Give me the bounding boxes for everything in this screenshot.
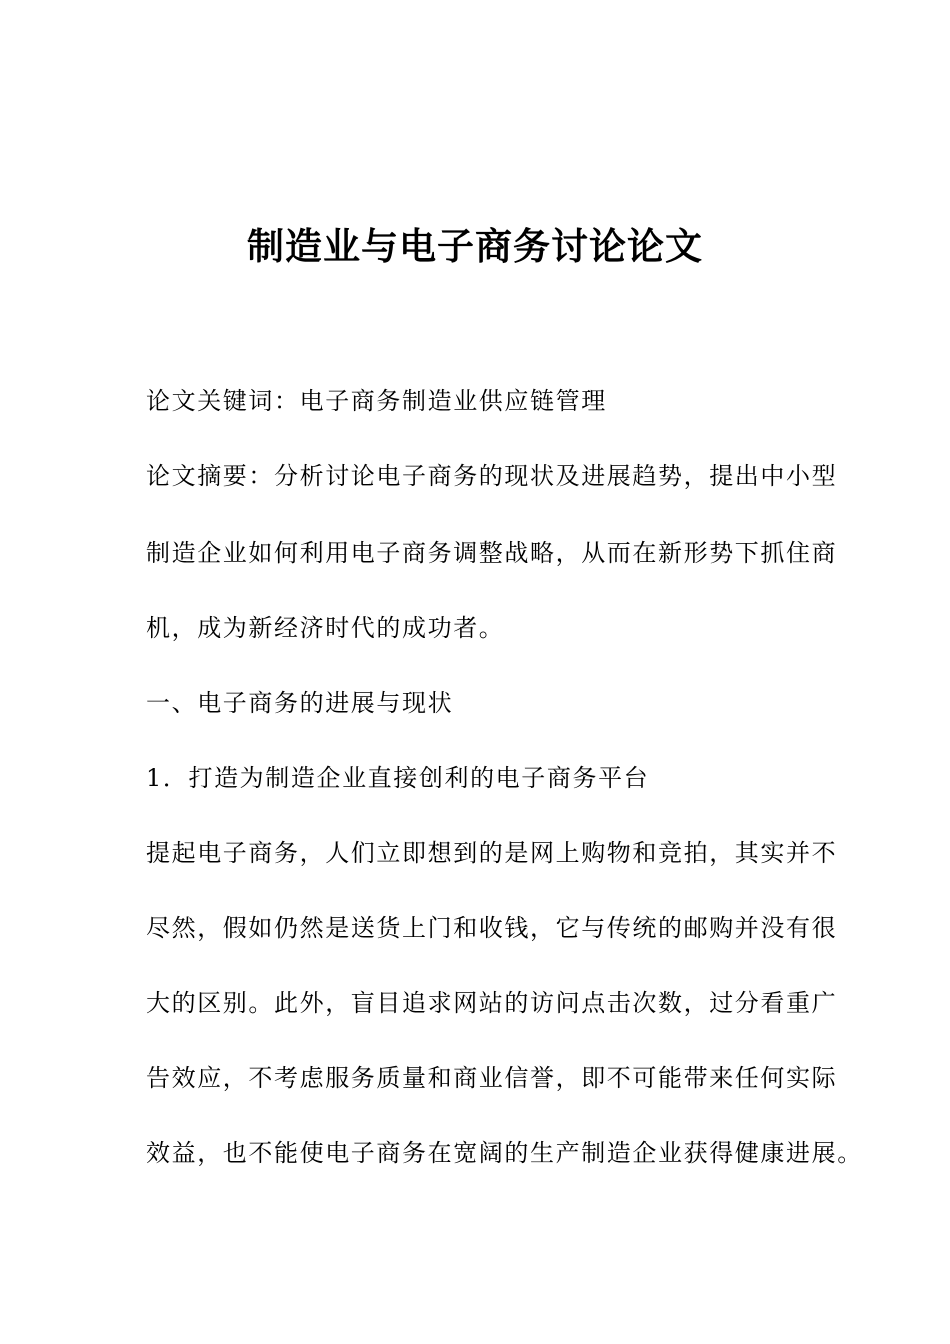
document-title: 制造业与电子商务讨论论文 bbox=[247, 225, 703, 268]
abstract-line: 制造企业如何利用电子商务调整战略，从而在新形势下抓住商 bbox=[146, 539, 838, 567]
body-text-line: 效益，也不能使电子商务在宽阔的生产制造企业获得健康进展。 bbox=[146, 1139, 863, 1167]
abstract-line: 论文摘要：分析讨论电子商务的现状及进展趋势，提出中小型 bbox=[146, 462, 838, 490]
body-text-line: 大的区别。此外，盲目追求网站的访问点击次数，过分看重广 bbox=[146, 989, 838, 1017]
body-text-line: 提起电子商务，人们立即想到的是网上购物和竞拍，其实并不 bbox=[146, 839, 838, 867]
body-text-line: 尽然，假如仍然是送货上门和收钱，它与传统的邮购并没有很 bbox=[146, 914, 838, 942]
subsection-heading: 1．打造为制造企业直接创利的电子商务平台 bbox=[146, 764, 650, 792]
keywords-line: 论文关键词：电子商务制造业供应链管理 bbox=[146, 387, 607, 415]
section-heading: 一、电子商务的进展与现状 bbox=[146, 689, 454, 717]
body-text-line: 告效应，不考虑服务质量和商业信誉，即不可能带来任何实际 bbox=[146, 1064, 838, 1092]
abstract-line: 机，成为新经济时代的成功者。 bbox=[146, 614, 505, 642]
